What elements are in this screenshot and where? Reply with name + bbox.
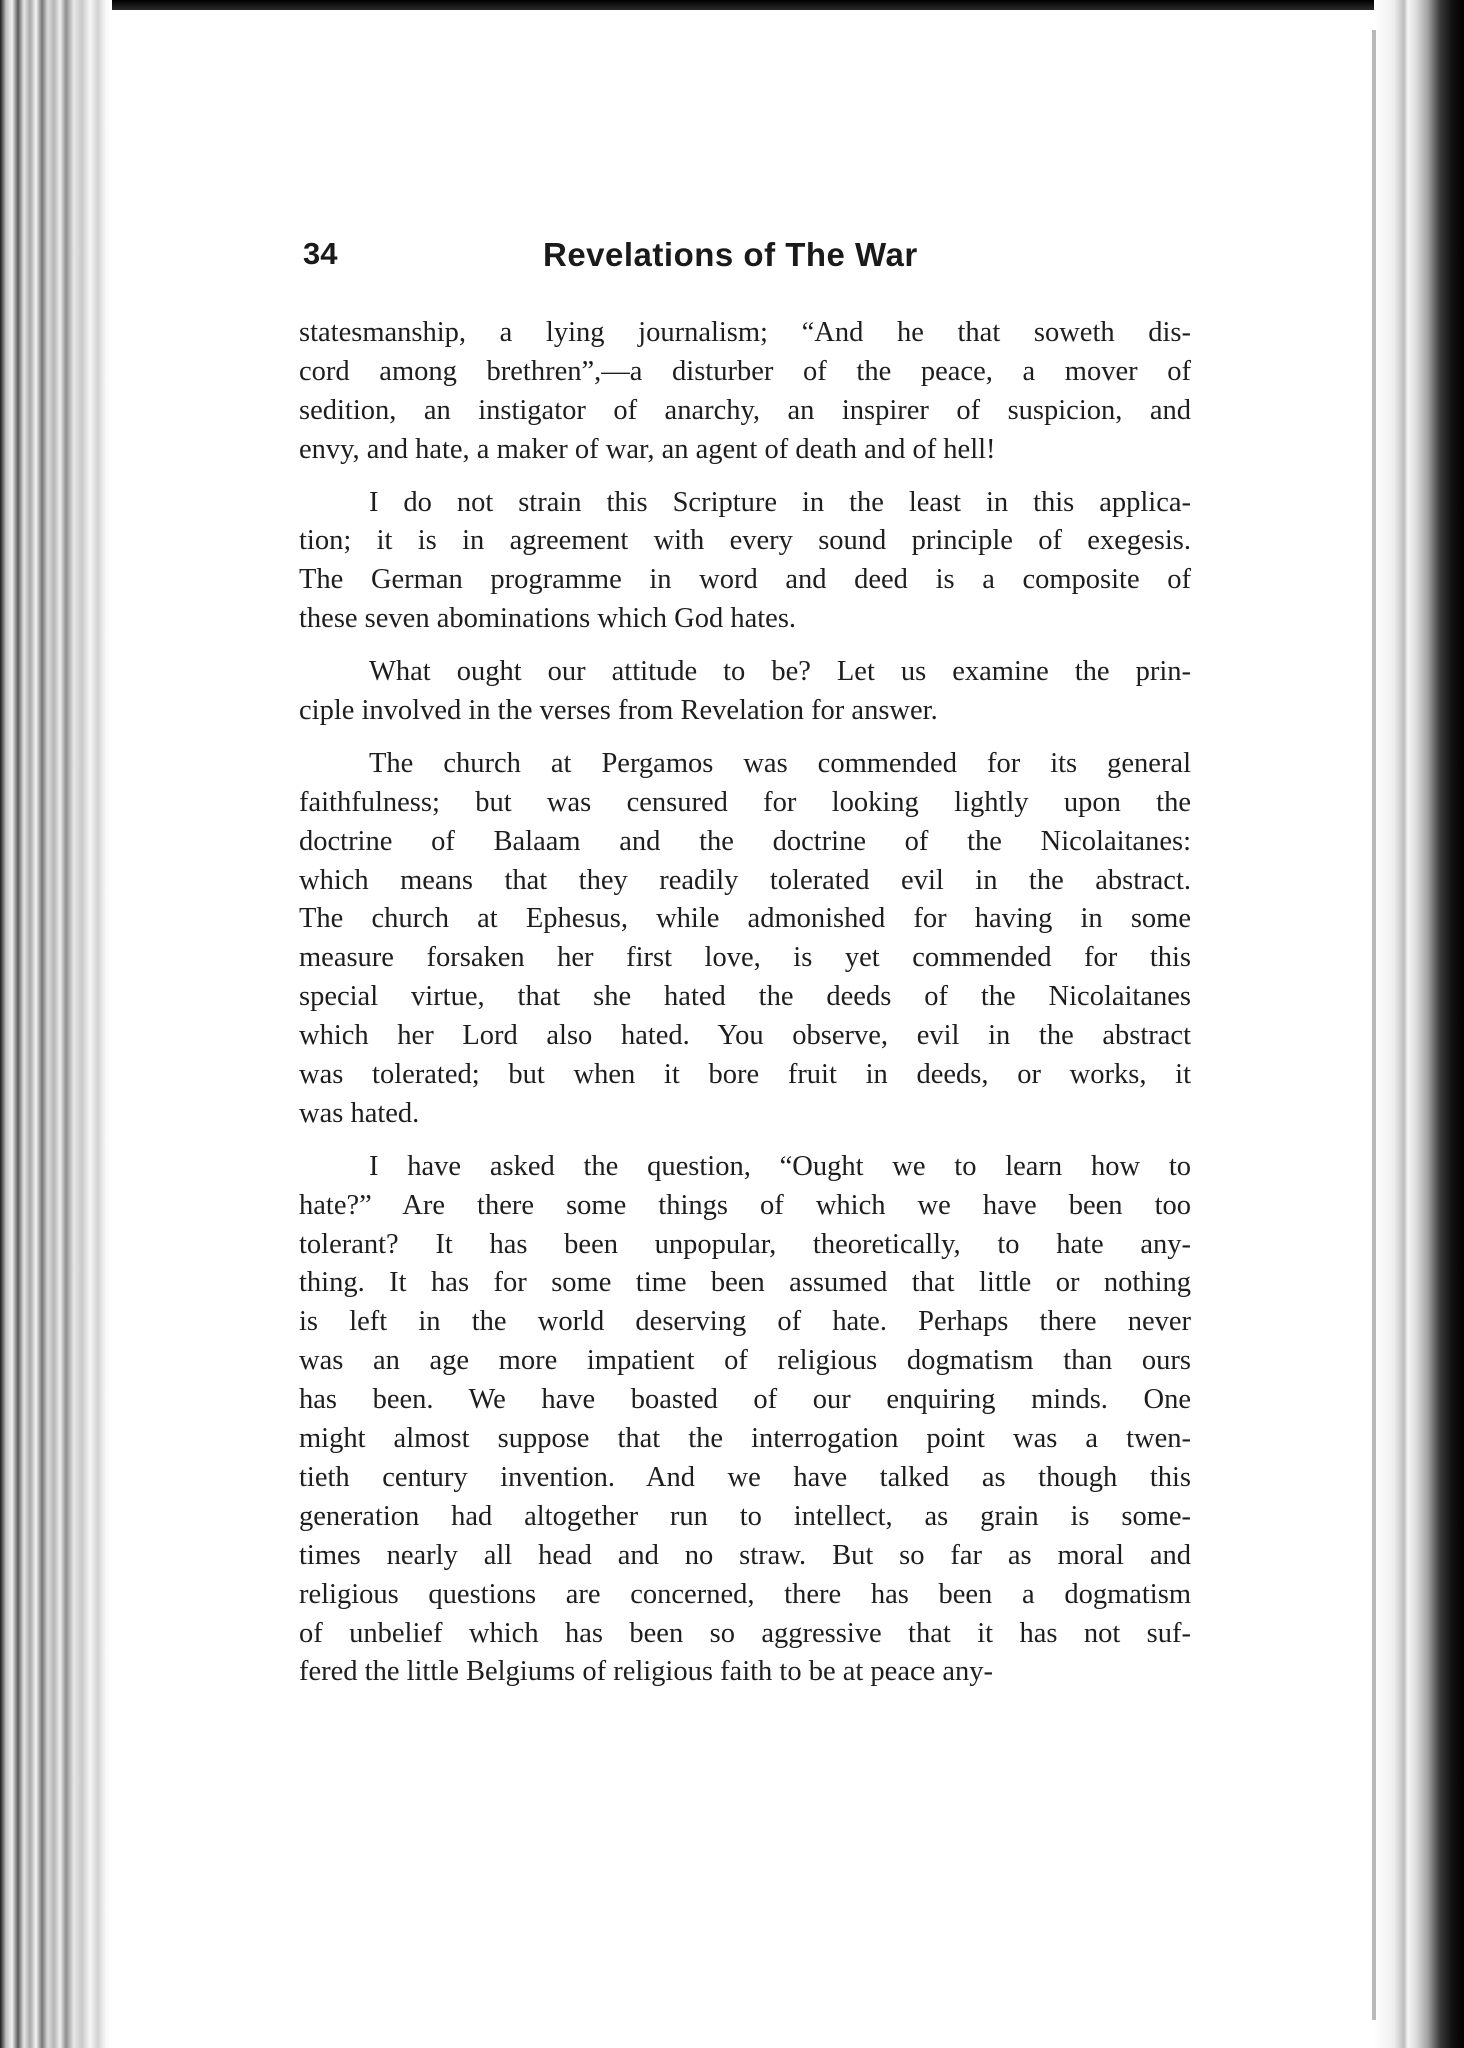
text-line: was hated.	[299, 1097, 420, 1129]
scan-top-edge	[0, 0, 1464, 10]
text-line: cord among brethren”,—a disturber of the peace, a mover of	[299, 355, 1191, 387]
text-line: might almost suppose that the interrogation point was a twen-	[299, 1423, 1191, 1455]
text-line: hate?” Are there some things of which we have been too	[299, 1189, 1191, 1221]
text-line: What ought our attitude to be? Let us examine the prin-	[369, 656, 1191, 688]
text-line: envy, and hate, a maker of war, an agent of death and of hell!	[299, 433, 996, 465]
text-line: tolerant? It has been unpopular, theoretically, to hate any-	[299, 1228, 1191, 1260]
text-line: I have asked the question, “Ought we to learn how to	[369, 1150, 1191, 1182]
running-header	[303, 230, 963, 290]
text-line: special virtue, that she hated the deeds of the Nicolaitanes	[299, 981, 1191, 1013]
text-line: ciple involved in the verses from Revelation for answer.	[299, 695, 938, 727]
facing-page-edge	[1372, 30, 1376, 2020]
page-body	[299, 314, 1191, 1706]
text-line: The church at Ephesus, while admonished for having in some	[299, 903, 1191, 935]
text-line: measure forsaken her first love, is yet commended for this	[299, 942, 1191, 974]
text-line: these seven abominations which God hates.	[299, 603, 797, 635]
text-line: I do not strain this Scripture in the least in this applica-	[369, 486, 1191, 518]
text-line: generation had altogether run to intellect, as grain is some-	[299, 1500, 1191, 1532]
text-line: doctrine of Balaam and the doctrine of the Nicolaitanes:	[299, 825, 1191, 857]
text-line: statesmanship, a lying journalism; “And he that soweth dis-	[299, 317, 1191, 348]
text-line: tieth century invention. And we have talked as though this	[299, 1461, 1191, 1493]
text-line: which her Lord also hated. You observe, evil in the abstract	[299, 1020, 1191, 1052]
paragraph	[299, 484, 1191, 640]
text-line: was an age more impatient of religious dogmatism than ours	[299, 1345, 1191, 1377]
text-line: was tolerated; but when it bore fruit in deeds, or works, it	[299, 1059, 1191, 1091]
text-line: faithfulness; but was censured for looking lightly upon the	[299, 786, 1191, 818]
book-binding-edge	[0, 0, 112, 2048]
paragraph	[299, 653, 1191, 731]
scan-right-edge	[1374, 0, 1464, 2048]
running-title: Revelations of The War	[543, 236, 918, 273]
paragraph	[299, 314, 1191, 470]
page-number: 34	[303, 236, 338, 271]
text-line: times nearly all head and no straw. But so far as moral and	[299, 1539, 1191, 1571]
text-line: which means that they readily tolerated evil in the abstract.	[299, 864, 1191, 896]
text-line: fered the little Belgiums of religious faith to be at peace any-	[299, 1656, 994, 1688]
text-line: is left in the world deserving of hate. Perhaps there never	[299, 1306, 1191, 1338]
text-line: thing. It has for some time been assumed that little or nothing	[299, 1267, 1191, 1299]
text-line: The German programme in word and deed is a composite of	[299, 564, 1191, 596]
text-line: tion; it is in agreement with every sound principle of exegesis.	[299, 525, 1191, 557]
text-line: has been. We have boasted of our enquiring minds. One	[299, 1384, 1191, 1416]
paragraph	[299, 1148, 1191, 1692]
paragraph	[299, 745, 1191, 1134]
text-line: The church at Pergamos was commended for its general	[369, 747, 1191, 779]
text-line: religious questions are concerned, there has been a dogmatism	[299, 1578, 1191, 1610]
text-line: of unbelief which has been so aggressive that it has not suf-	[299, 1617, 1191, 1649]
text-line: sedition, an instigator of anarchy, an inspirer of suspicion, and	[299, 394, 1191, 426]
